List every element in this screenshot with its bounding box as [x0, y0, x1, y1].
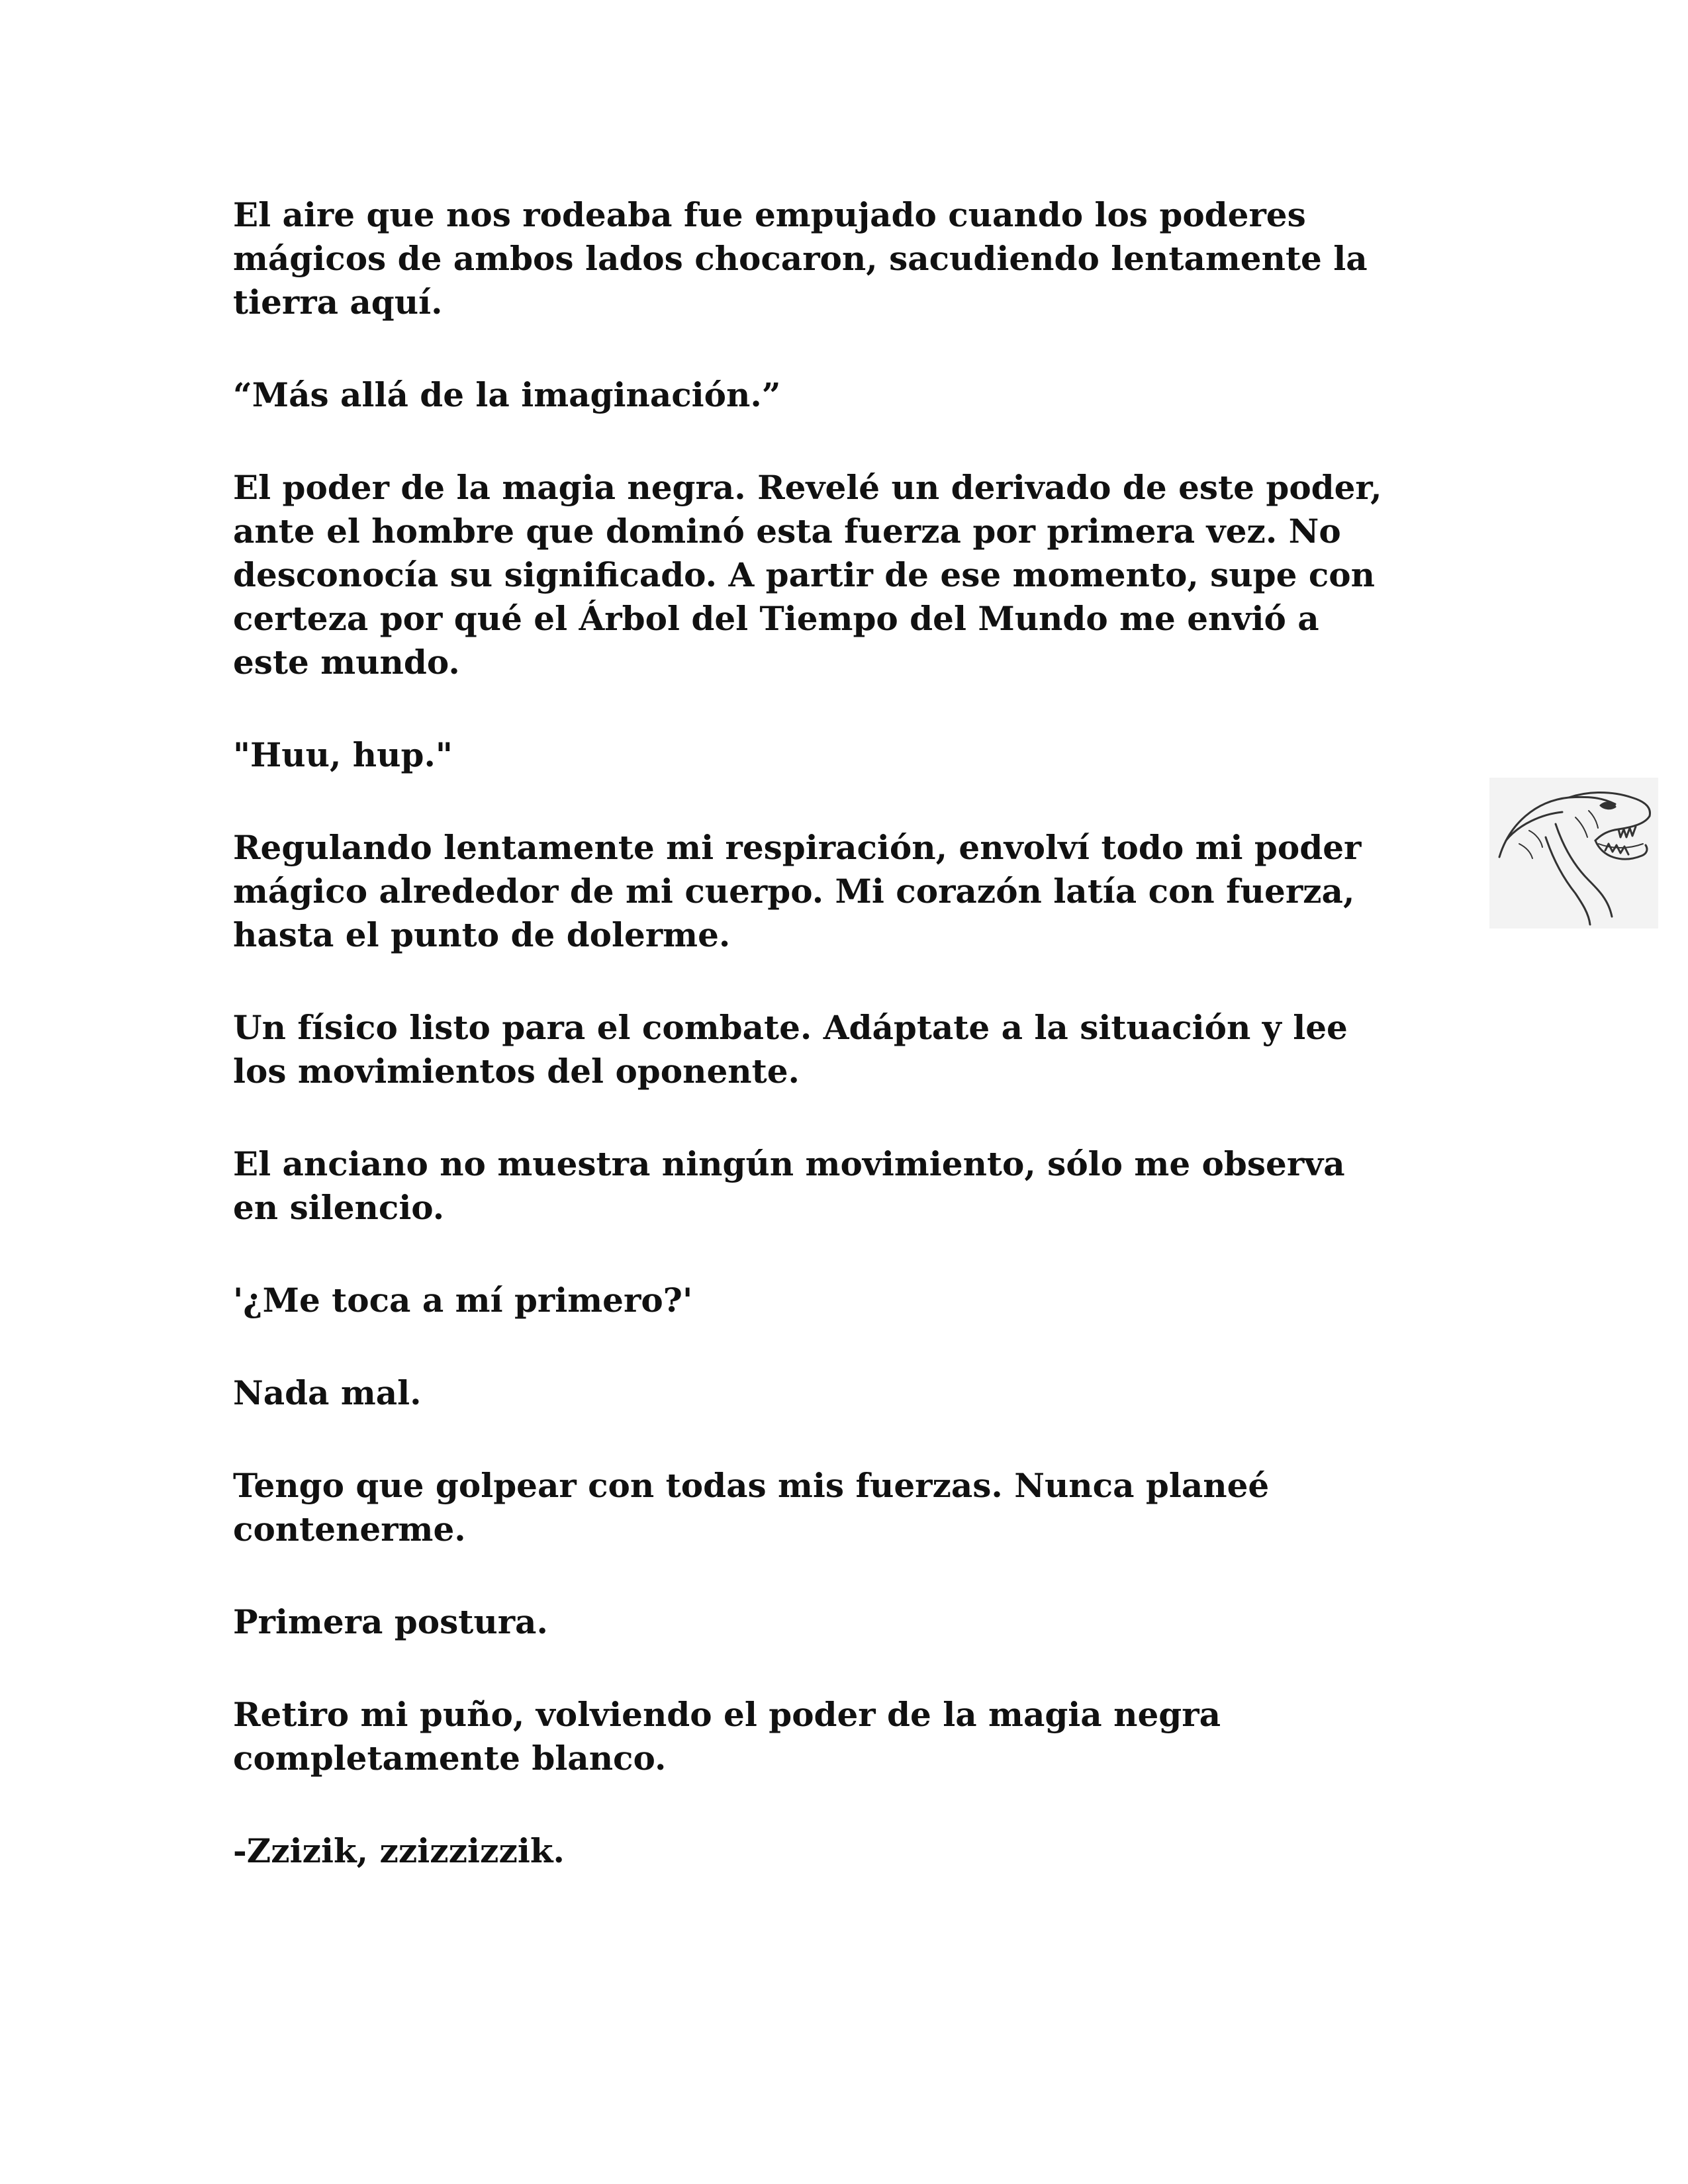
paragraph-11: Primera postura.: [233, 1602, 548, 1641]
paragraph-1: El aire que nos rodeaba fue empujado cuando los poderes mágicos de ambos lados chocaron, sacudiendo lentamente la tierra aquí.: [233, 195, 1368, 322]
paragraph-4: "Huu, hup.": [233, 735, 453, 774]
story-text: [233, 193, 1458, 1922]
paragraph-13: -Zzizik, zzizzizzik.: [233, 1831, 565, 1870]
paragraph-8: '¿Me toca a mí primero?': [233, 1281, 693, 1320]
paragraph-10: Tengo que golpear con todas mis fuerzas. Nunca planeé contenerme.: [233, 1466, 1270, 1549]
paragraph-6: Un físico listo para el combate. Adáptate a la situación y lee los movimientos del oponente.: [233, 1008, 1348, 1091]
paragraph-12: Retiro mi puño, volviendo el poder de la magia negra completamente blanco.: [233, 1695, 1221, 1778]
paragraph-3: El poder de la magia negra. Revelé un derivado de este poder, ante el hombre que dominó esta fuerza por primera vez. No desconocía su significado. A partir de ese momento, supe con certeza por qué el Árbol del Tiempo del Mundo me envió a este mundo.: [233, 468, 1382, 682]
paragraph-7: El anciano no muestra ningún movimiento, sólo me observa en silencio.: [233, 1144, 1345, 1227]
paragraph-9: Nada mal.: [233, 1373, 422, 1412]
dinosaur-sketch-icon: [1489, 778, 1658, 929]
paragraph-5: Regulando lentamente mi respiración, envolví todo mi poder mágico alrededor de mi cuerpo. Mi corazón latía con fuerza, hasta el punto de dolerme.: [233, 828, 1362, 954]
paragraph-2: “Más allá de la imaginación.”: [233, 375, 781, 414]
